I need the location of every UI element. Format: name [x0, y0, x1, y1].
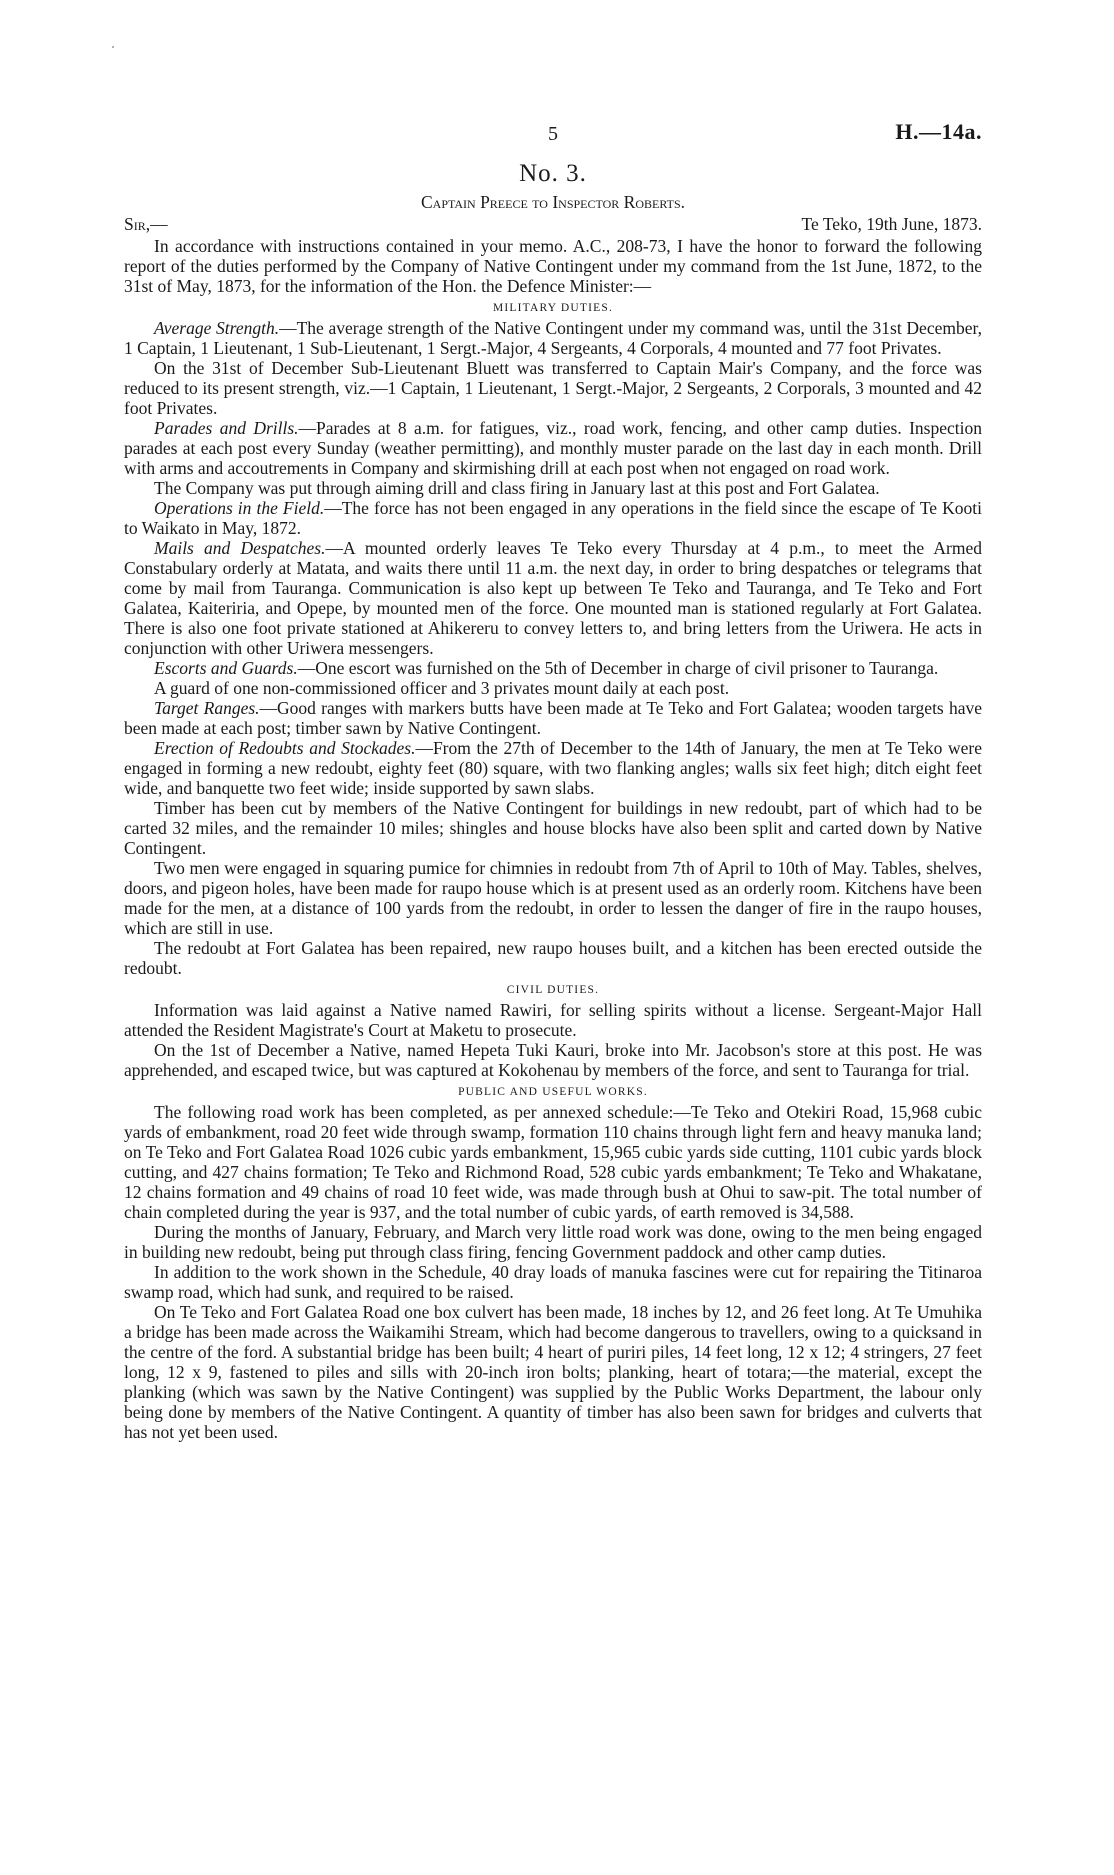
letter-subtitle: Captain Preece to Inspector Roberts.: [420, 192, 685, 212]
mails-label: Mails and Despatches.: [154, 538, 326, 558]
letter-number: No. 3.: [519, 160, 587, 187]
culvert-paragraph: On Te Teko and Fort Galatea Road one box culvert has been made, 18 inches by 12, and 26 feet long. At Te Umuhika a bridge has been made across the Waikamihi Stream, which had become dangerous to travellers, owing to a quicksand in the centre of the ford. A substantial bridge has been built; 4 heart of puriri piles, 14 feet long, 12 x 12; 4 stringers, 27 feet long, 12 x 9, fastened to piles and sills with 20-inch iron bolts; planking, heart of totara;—the material, except the planking (which was sawn by the Native Contingent) was supplied by the Public Works Department, the labour only being done by members of the Native Contingent. A quantity of timber has also been sawn for bridges and culverts that has not yet been used.: [124, 1302, 982, 1442]
military-duties-heading: MILITARY DUTIES.: [492, 302, 614, 314]
place-date: Te Teko, 19th June, 1873.: [801, 214, 982, 234]
page-header: [124, 118, 982, 154]
escorts-text: —One escort was furnished on the 5th of December in charge of civil prisoner to Tauranga.: [297, 658, 939, 678]
target-label: Target Ranges.: [154, 698, 260, 718]
bluett-paragraph: On the 31st of December Sub-Lieutenant Bluett was transferred to Captain Mair's Company, and the force was reduced to its present strength, viz.—1 Captain, 1 Lieutenant, 1 Sergt.-Major, 2 Sergeants, 2 Corporals, 3 mounted and 42 foot Privates.: [124, 358, 982, 418]
rawiri-paragraph: Information was laid against a Native named Rawiri, for selling spirits without a license. Sergeant-Major Hall attended the Resident Magistrate's Court at Maketu to prosecute.: [124, 1000, 982, 1040]
margin-mark: [112, 46, 114, 48]
galatea-paragraph: The redoubt at Fort Galatea has been repaired, new raupo houses built, and a kitchen has been erected outside the redoubt.: [124, 938, 982, 978]
average-strength-label: Average Strength.: [154, 318, 280, 338]
target-text: —Good ranges with markers butts have been made at Te Teko and Fort Galatea; wooden targets have been made at each post; timber sawn by Native Contingent.: [124, 698, 982, 738]
guard-paragraph: A guard of one non-commissioned officer and 3 privates mount daily at each post.: [154, 678, 730, 698]
document-reference: H.—14a.: [895, 119, 982, 144]
operations-text: —The force has not been engaged in any operations in the field since the escape of Te Kooti to Waikato in May, 1872.: [124, 498, 982, 538]
civil-duties-heading: CIVIL DUTIES.: [506, 984, 600, 996]
erection-label: Erection of Redoubts and Stockades.: [154, 738, 416, 758]
parades-paragraph: [124, 418, 982, 478]
parades-label: Parades and Drills.: [154, 418, 299, 438]
salutation-line: [124, 214, 982, 236]
timber-paragraph: Timber has been cut by members of the Native Contingent for buildings in new redoubt, part of which had to be carted 32 miles, and the remainder 10 miles; shingles and house blocks have also been split and carted down by Native Contingent.: [124, 798, 982, 858]
operations-label: Operations in the Field.: [154, 498, 325, 518]
average-strength-paragraph: [124, 318, 982, 358]
document-page: [124, 118, 982, 1442]
public-works-heading: PUBLIC AND USEFUL WORKS.: [458, 1086, 648, 1098]
escorts-paragraph: [124, 658, 982, 678]
page-number: 5: [548, 123, 558, 145]
erection-text: —From the 27th of December to the 14th of January, the men at Te Teko were engaged in forming a new redoubt, eighty feet (80) square, with two flanking angles; walls six feet high; ditch eight feet wide, and banquette two feet wide; inside supported by sawn slabs.: [124, 738, 982, 798]
salutation: Sir,—: [124, 214, 168, 234]
aiming-paragraph: The Company was put through aiming drill and class firing in January last at this post and Fort Galatea.: [154, 478, 880, 498]
target-paragraph: [124, 698, 982, 738]
mails-text: —A mounted orderly leaves Te Teko every Thursday at 4 p.m., to meet the Armed Constabulary orderly at Matata, and waits there until 11 a.m. the next day, in order to bring despatches or telegrams that come by mail from Tauranga. Communication is also kept up between Te Teko and Tauranga, and Te Teko and Fort Galatea, Kaiteriria, and Opepe, by mounted men of the force. One mounted man is stationed regularly at Fort Galatea. There is also one foot private stationed at Ahikereru to convey letters to, and bring letters from the Uriwera. He acts in conjunction with other Uriwera messengers.: [124, 538, 982, 658]
escorts-label: Escorts and Guards.: [154, 658, 298, 678]
parades-text: —Parades at 8 a.m. for fatigues, viz., road work, fencing, and other camp duties. Inspection parades at each post every Sunday (weather permitting), and monthly muster parade on the last day in each month. Drill with arms and accoutrements in Company and skirmishing drill at each post when not engaged on road work.: [124, 418, 982, 478]
pumice-paragraph: Two men were engaged in squaring pumice for chimnies in redoubt from 7th of April to 10th of May. Tables, shelves, doors, and pigeon holes, have been made for raupo house which is at present used as an orderly room. Kitchens have been made for the men, at a distance of 100 yards from the redoubt, in order to lessen the danger of fire in the raupo houses, which are still in use.: [124, 858, 982, 938]
roads-paragraph: The following road work has been completed, as per annexed schedule:—Te Teko and Otekiri Road, 15,968 cubic yards of embankment, road 20 feet wide through swamp, formation 110 chains through light fern and heavy manuka land; on Te Teko and Fort Galatea Road 1026 cubic yards embankment, 15,965 cubic yards side cutting, 1101 cubic yards block cutting, and 427 chains formation; Te Teko and Richmond Road, 528 cubic yards embankment; Te Teko and Whakatane, 12 chains formation and 49 chains of road 10 feet wide, was made through bush at Ohui to saw-pit. The total number of chain completed during the year is 937, and the total number of cubic yards, of earth removed is 34,588.: [124, 1102, 982, 1222]
average-strength-text: —The average strength of the Native Contingent under my command was, until the 31st December, 1 Captain, 1 Lieutenant, 1 Sub-Lieutenant, 1 Sergt.-Major, 4 Sergeants, 4 Corporals, 4 mounted and 77 foot Privates.: [124, 318, 982, 358]
operations-paragraph: [124, 498, 982, 538]
months-paragraph: During the months of January, February, and March very little road work was done, owing to the men being engaged in building new redoubt, being put through class firing, fencing Government paddock and other camp duties.: [124, 1222, 982, 1262]
dray-paragraph: In addition to the work shown in the Schedule, 40 dray loads of manuka fascines were cut for repairing the Titinaroa swamp road, which had sunk, and required to be raised.: [124, 1262, 982, 1302]
hepeta-paragraph: On the 1st of December a Native, named Hepeta Tuki Kauri, broke into Mr. Jacobson's store at this post. He was apprehended, and escaped twice, but was captured at Kokohenau by members of the force, and sent to Tauranga for trial.: [124, 1040, 982, 1080]
mails-paragraph: [124, 538, 982, 658]
intro-paragraph: In accordance with instructions contained in your memo. A.C., 208-73, I have the honor to forward the following report of the duties performed by the Company of Native Contingent under my command from the 1st June, 1872, to the 31st of May, 1873, for the information of the Hon. the Defence Minister:—: [124, 236, 982, 296]
erection-paragraph: [124, 738, 982, 798]
